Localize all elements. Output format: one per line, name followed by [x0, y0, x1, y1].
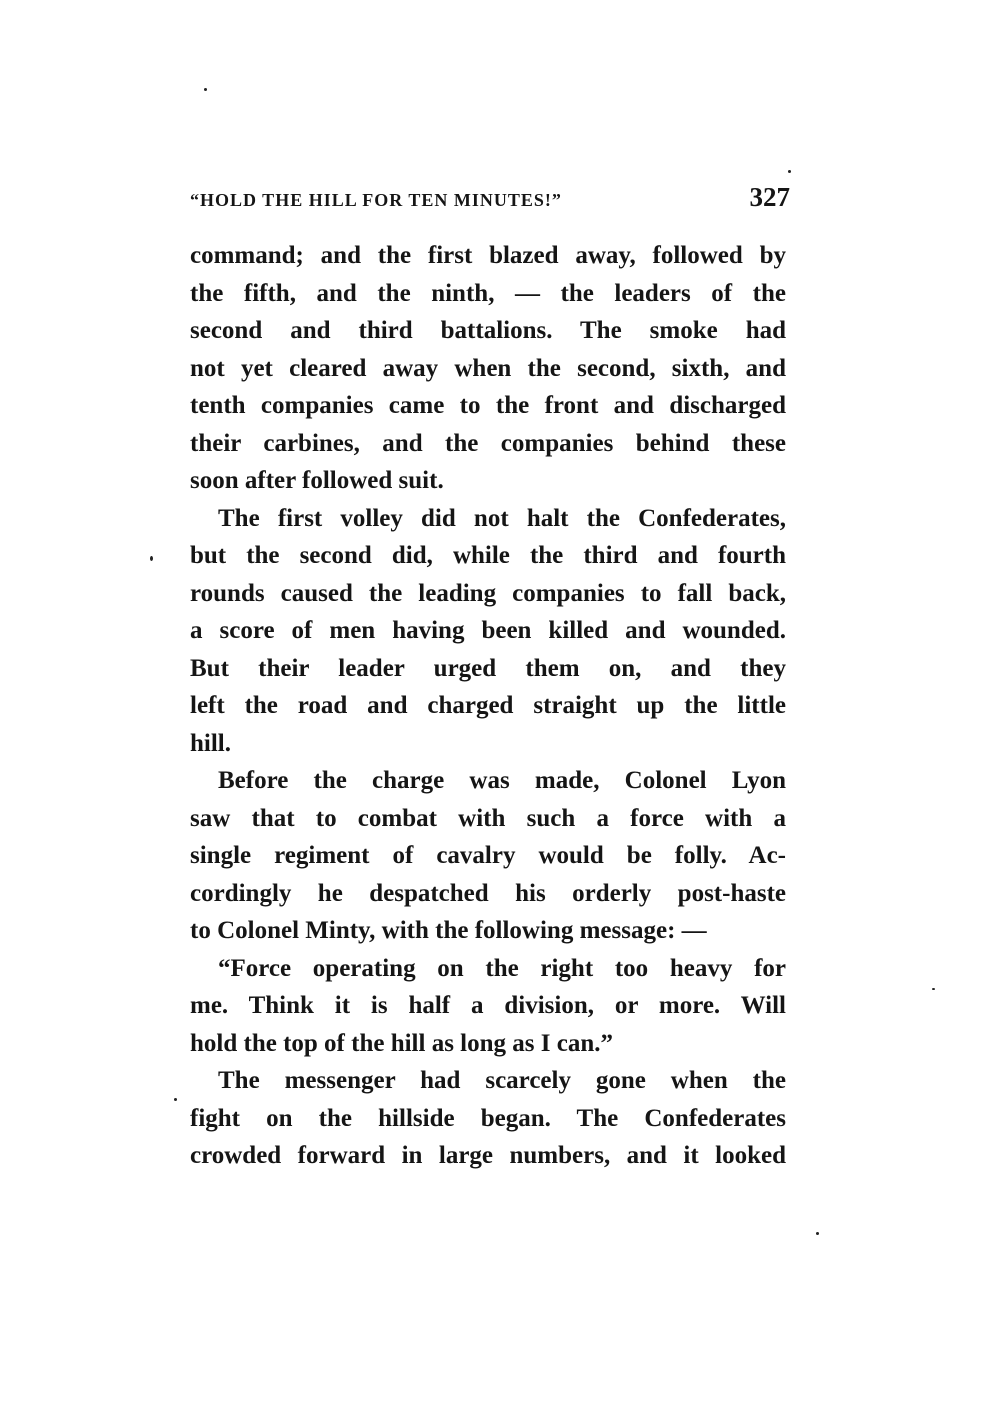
quoted-message: [190, 950, 786, 1063]
text-line: “Force operating on the right too heavy for: [218, 954, 786, 982]
text-line: The messenger had scarcely gone when the: [218, 1067, 786, 1094]
print-speck: [816, 1232, 819, 1235]
print-speck: [788, 170, 791, 173]
text-line: The first volley did not halt the Confederates,: [218, 504, 786, 532]
text-line: Before the charge was made, Colonel Lyon: [218, 767, 786, 794]
running-header: [190, 182, 790, 222]
text-line: second and third battalions. The smoke had: [190, 317, 786, 344]
print-speck: [150, 556, 153, 561]
text-line: their carbines, and the companies behind these: [190, 429, 786, 457]
paragraph: [190, 237, 786, 500]
text-line: not yet cleared away when the second, sixth, and: [190, 354, 786, 382]
text-line: but the second did, while the third and fourth: [190, 542, 786, 569]
text-line: left the road and charged straight up the little: [190, 692, 786, 719]
paragraph: [190, 1062, 786, 1175]
text-line: hill.: [190, 729, 231, 757]
text-line: the fifth, and the ninth, — the leaders of the: [190, 279, 786, 307]
text-line: soon after followed suit.: [190, 467, 444, 494]
text-line: hold the top of the hill as long as I can.”: [190, 1029, 613, 1057]
print-speck: [174, 1098, 177, 1101]
body-text: [190, 237, 786, 1175]
page-number: 327: [749, 182, 790, 212]
paragraph: [190, 500, 786, 763]
text-line: to Colonel Minty, with the following message: —: [190, 917, 707, 944]
text-line: me. Think it is half a division, or more. Will: [190, 992, 786, 1019]
print-speck: [204, 88, 207, 91]
text-line: single regiment of cavalry would be folly. Ac-: [190, 842, 786, 869]
running-title: “HOLD THE HILL FOR TEN MINUTES!”: [190, 190, 562, 210]
text-line: command; and the first blazed away, followed by: [190, 242, 786, 269]
text-line: tenth companies came to the front and discharged: [190, 392, 786, 419]
text-line: crowded forward in large numbers, and it looked: [190, 1142, 786, 1169]
text-line: a score of men having been killed and wounded.: [190, 617, 786, 644]
text-line: cordingly he despatched his orderly post-haste: [190, 879, 786, 907]
paragraph: [190, 762, 786, 950]
print-speck: [932, 988, 935, 990]
text-line: saw that to combat with such a force with a: [190, 804, 786, 832]
text-line: But their leader urged them on, and they: [190, 654, 786, 682]
text-line: rounds caused the leading companies to fall back,: [190, 579, 786, 607]
text-line: fight on the hillside began. The Confederates: [190, 1104, 786, 1132]
